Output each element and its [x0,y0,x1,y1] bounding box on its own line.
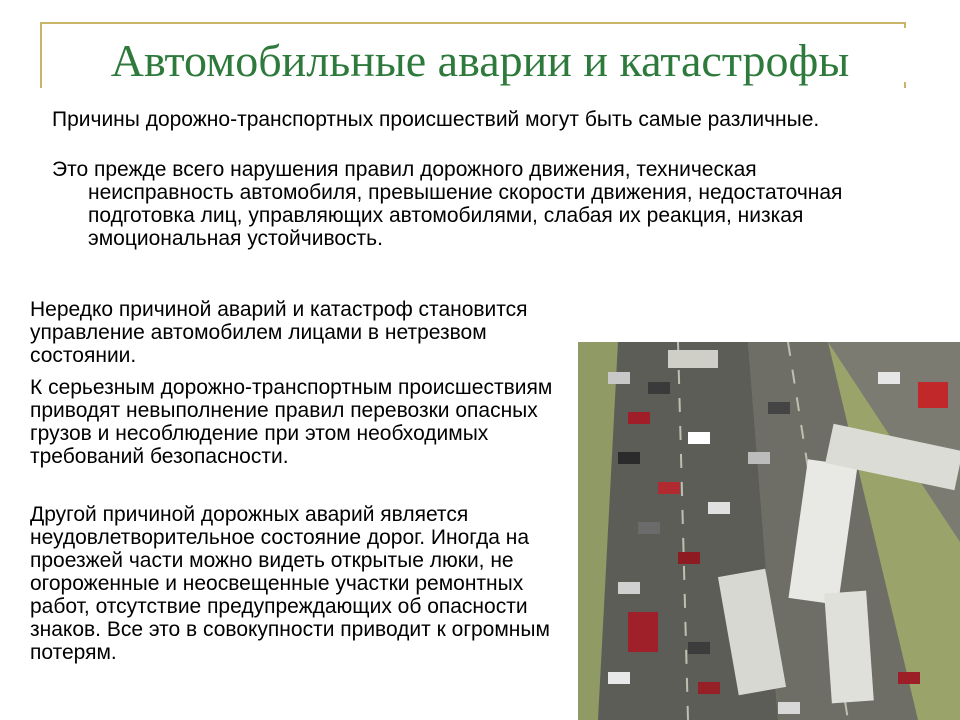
slide-title: Автомобильные аварии и катастрофы [110,35,850,86]
paragraph-hazardous-cargo: К серьезным дорожно-транспортным происшествиям приводят невыполнение правил перевозки опасных грузов и несоблюдение при этом необходимых требований безопасности. [30,376,553,468]
paragraph-violations: Это прежде всего нарушения правил дорожного движения, техническая неисправность автомобиля, превышение скорости движения, недостаточная подготовка лиц, управляющих автомобилями, слабая их реакция, низкая эмоциональная устойчивость. [52,158,843,250]
slide-frame-top [40,22,906,24]
highway-crash-photo [578,342,960,720]
slide-frame-right [904,22,906,28]
paragraph-causes: Причины дорожно-транспортных происшествий могут быть самые различные. [52,108,820,131]
paragraph-drunk-driving: Нередко причиной аварий и катастроф становится управление автомобилем лицами в нетрезвом состоянии. [30,298,528,367]
paragraph-road-conditions: Другой причиной дорожных аварий является неудовлетворительное состояние дорог. Иногда на проезжей части можно видеть открытые люки, не огороженные и неосвещенные участки ремонтных работ, отсутствие предупреждающих об опасности знаков. Все это в совокупности приводит к огромным потерям. [30,503,550,664]
